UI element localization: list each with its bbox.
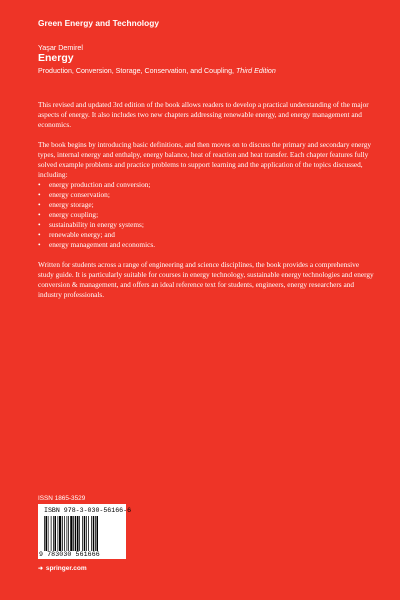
issn-label: ISSN 1865-3529 [38,495,86,502]
list-item-text: energy production and conversion; [49,180,151,189]
author-name: Yaşar Demirel [38,43,83,52]
list-item-text: renewable energy; and [49,230,115,239]
bullet-icon: • [38,230,41,239]
subtitle-text: Production, Conversion, Storage, Conservation, and Coupling, [38,67,234,75]
barcode [38,504,132,559]
list-item [38,200,374,210]
list-item [38,190,374,200]
arrow-right-icon: ➜ [38,566,44,572]
list-item [38,240,374,250]
series-title: Green Energy and Technology [38,18,160,28]
blurb-paragraph: Written for students across a range of engineering and science disciplines, the book provides a comprehensive study guide. It is particularly suitable for courses in energy technology, sustainable energy technologies and energy conversion & management, and offers an ideal reference text for students, engineers, energy researchers and industry professionals. [38,260,374,299]
book-title: Energy [38,52,74,64]
publisher-link[interactable] [38,565,87,572]
list-item-text: energy management and economics. [49,240,156,249]
bullet-icon: • [38,180,41,189]
bullet-icon: • [38,240,41,249]
bullet-icon: • [38,210,41,219]
publisher-url: springer.com [45,565,87,572]
book-subtitle [38,67,276,75]
bullet-icon: • [38,220,41,229]
blurb-paragraph: The book begins by introducing basic definitions, and then moves on to discuss the primary and secondary energy types, internal energy and enthalpy, energy balance, heat of reaction and heat transfer. Each chapter features fully solved example problems and practice problems to support learning and the application of the topics discussed, including: [38,140,372,179]
isbn-label: ISBN 978-3-030-56166-6 [44,507,132,514]
list-item [38,220,374,230]
list-item-text: energy conservation; [49,190,110,199]
list-item [38,180,374,190]
list-item-text: sustainability in energy systems; [49,220,144,229]
edition-label: Third Edition [235,67,276,75]
topic-list [38,180,374,250]
list-item-text: energy coupling; [49,210,99,219]
blurb-paragraph: This revised and updated 3rd edition of the book allows readers to develop a practical understanding of the major aspects of energy. It also includes two new chapters addressing renewable energy, and energy management and economics. [38,100,369,129]
list-item [38,210,374,220]
bullet-icon: • [38,200,41,209]
barcode-bars [44,516,120,551]
barcode-digits: 9 783030 561666 [39,551,100,558]
bullet-icon: • [38,190,41,199]
list-item-text: energy storage; [49,200,94,209]
list-item [38,230,374,240]
blurb [38,100,374,310]
